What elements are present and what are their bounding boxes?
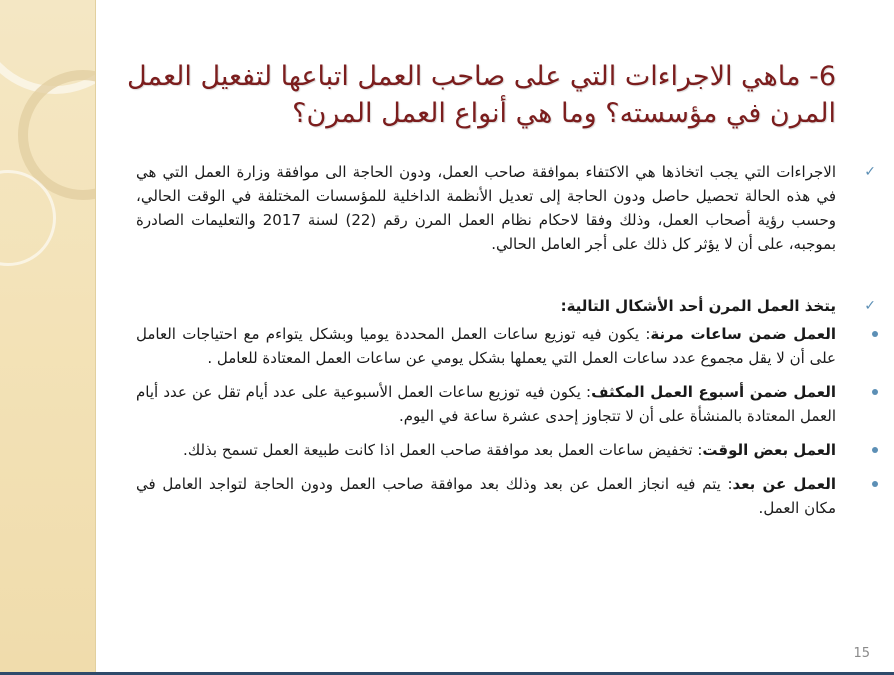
bullet-item [136, 380, 836, 428]
page-number: 15 [853, 646, 870, 661]
decorative-side-panel [0, 0, 96, 672]
dot-bullet-icon [872, 389, 878, 395]
checklist-item [136, 160, 876, 256]
paragraph-text: الاجراءات التي يجب اتخاذها هي الاكتفاء بموافقة صاحب العمل، ودون الحاجة الى موافقة وزارة العمل التي هي في هذه الحالة تحصيل حاصل ودون الحاجة إلى تعديل الأنظمة الداخلية للمؤسسات المختلفة في الوقت الحالي، وحسب رؤية أصحاب العمل، وذلك وفقا لاحكام نظام العمل المرن رقم (22) لسنة 2017 والتعليمات الصادرة بموجبه، على أن لا يؤثر كل ذلك على أجر العامل الحالي. [136, 163, 836, 253]
bullet-text: : يتم فيه انجاز العمل عن بعد وذلك بعد موافقة صاحب العمل ودون الحاجة لتواجد العامل في مكان العمل. [136, 475, 836, 517]
bullet-item [136, 322, 836, 370]
bullet-term: العمل بعض الوقت [702, 441, 836, 459]
checkmark-icon: ✓ [864, 164, 876, 180]
section-heading: يتخذ العمل المرن أحد الأشكال التالية: [560, 297, 836, 315]
slide-title: 6- ماهي الاجراءات التي على صاحب العمل اتباعها لتفعيل العمل المرن في مؤسسته؟ وما هي أنواع العمل المرن؟ [127, 61, 836, 129]
checklist-item [136, 294, 876, 318]
bullet-term: العمل ضمن أسبوع العمل المكثف [591, 383, 836, 401]
bullet-term: العمل عن بعد [732, 475, 837, 493]
bullet-term: العمل ضمن ساعات مرنة [650, 325, 836, 343]
dot-bullet-icon [872, 447, 878, 453]
bullet-text: : يكون فيه توزيع ساعات العمل الأسبوعية على عدد أيام تقل عن عدد أيام العمل المعتادة بالمنشأة على أن لا تتجاوز إحدى عشرة ساعة في اليوم. [136, 383, 836, 425]
bullet-item [136, 438, 836, 462]
checkmark-icon: ✓ [864, 298, 876, 314]
slide-body [136, 160, 876, 530]
bullet-text: : تخفيض ساعات العمل بعد موافقة صاحب العمل اذا كانت طبيعة العمل تسمح بذلك. [183, 441, 703, 459]
bullet-item [136, 472, 836, 520]
dot-bullet-icon [872, 481, 878, 487]
bullet-text: : يكون فيه توزيع ساعات العمل المحددة يوميا وبشكل يتواءم مع احتياجات العامل على أن لا يقل مجموع عدد ساعات العمل التي يعملها بشكل يومي عن ساعات العمل المعتادة للعامل . [136, 325, 836, 367]
dot-bullet-icon [872, 331, 878, 337]
